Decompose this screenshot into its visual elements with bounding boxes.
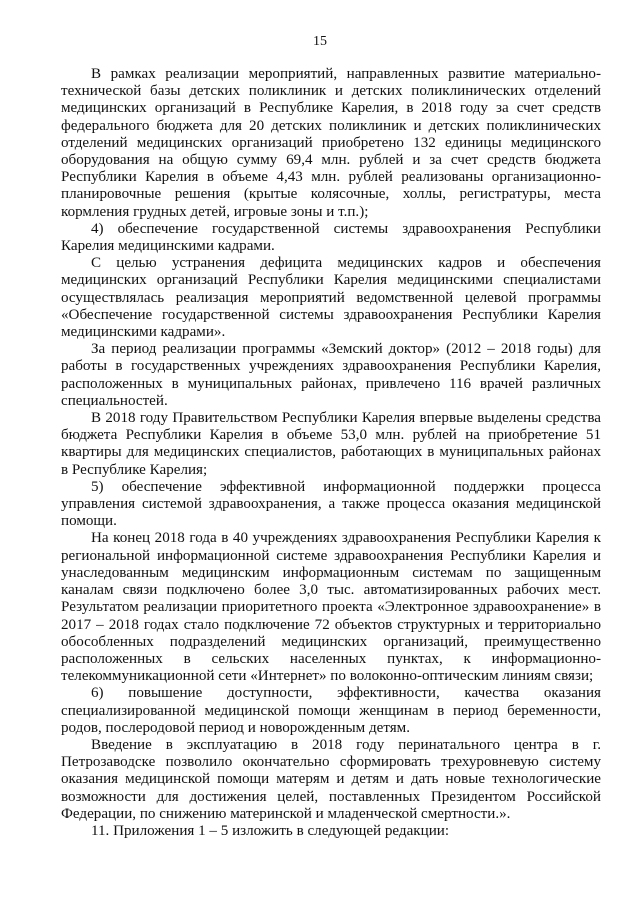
- paragraph-information-systems: На конец 2018 года в 40 учреждениях здравоохранения Республики Карелия к региональной информационной системе здравоохранения Республики Карелия и унаследованным медицинским информационным системам по защищенным каналам связи подключено более 3,0 тыс. автоматизированных рабочих мест. Результатом реализации приоритетного проекта «Электронное здравоохранение» в 2017 – 2018 годах стало подключение 72 объектов структурных и территориально обособленных подразделений медицинских организаций, преимущественно расположенных в сельских населенных пунктах, к информационно-телекоммуникационной сети «Интернет» по волоконно-оптическим линиям связи;: [61, 530, 601, 685]
- document-body: [61, 66, 601, 840]
- paragraph-material-base: В рамках реализации мероприятий, направленных развитие материально-технической базы детских поликлиник и детских поликлинических отделений медицинских организаций в Республике Карелия, в 2018 году за счет средств федерального бюджета для 20 детских поликлиник и детских поликлинических отделений медицинских организаций приобретено 132 единицы медицинского оборудования на общую сумму 69,4 млн. рублей и за счет средств бюджета Республики Карелия в объеме 4,43 млн. рублей реализованы организационно-планировочные решения (крытые колясочные, холлы, регистратуры, места кормления грудных детей, игровые зоны и т.п.);: [61, 66, 601, 220]
- paragraph-item-4: 4) обеспечение государственной системы здравоохранения Республики Карелия медицинскими кадрами.: [61, 220, 601, 255]
- paragraph-apartments: В 2018 году Правительством Республики Карелия впервые выделены средства бюджета Республики Карелия в объеме 53,0 млн. рублей на приобретение 51 квартиры для медицинских специалистов, работающих в муниципальных районах в Республике Карелия;: [61, 410, 601, 478]
- paragraph-zemsky-doktor: За период реализации программы «Земский доктор» (2012 – 2018 годы) для работы в государственных учреждениях здравоохранения Республики Карелия, расположенных в муниципальных районах, привлечено 116 врачей различных специальностей.: [61, 341, 601, 409]
- paragraph-item-6: 6) повышение доступности, эффективности, качества оказания специализированной медицинской помощи женщинам в период беременности, родов, послеродовой период и новорожденным детям.: [61, 685, 601, 736]
- paragraph-staffing-program: С целью устранения дефицита медицинских кадров и обеспечения медицинских организаций Республики Карелия медицинскими специалистами осуществлялась реализация мероприятий ведомственной целевой программы «Обеспечение государственной системы здравоохранения Республики Карелия медицинскими кадрами».: [61, 255, 601, 341]
- paragraph-item-5: 5) обеспечение эффективной информационной поддержки процесса управления системой здравоохранения, а также процесса оказания медицинской помощи.: [61, 478, 601, 530]
- paragraph-item-11: 11. Приложения 1 – 5 изложить в следующей редакции:: [91, 822, 450, 839]
- paragraph-perinatal-center: Введение в эксплуатацию в 2018 году перинатального центра в г. Петрозаводске позволило окончательно сформировать трехуровневую систему оказания медицинской помощи матерям и детям и дать новые технологические возможности для достижения целей, поставленных Президентом Российской Федерации, по снижению материнской и младенческой смертности.».: [61, 736, 601, 822]
- page-number: 15: [313, 34, 327, 49]
